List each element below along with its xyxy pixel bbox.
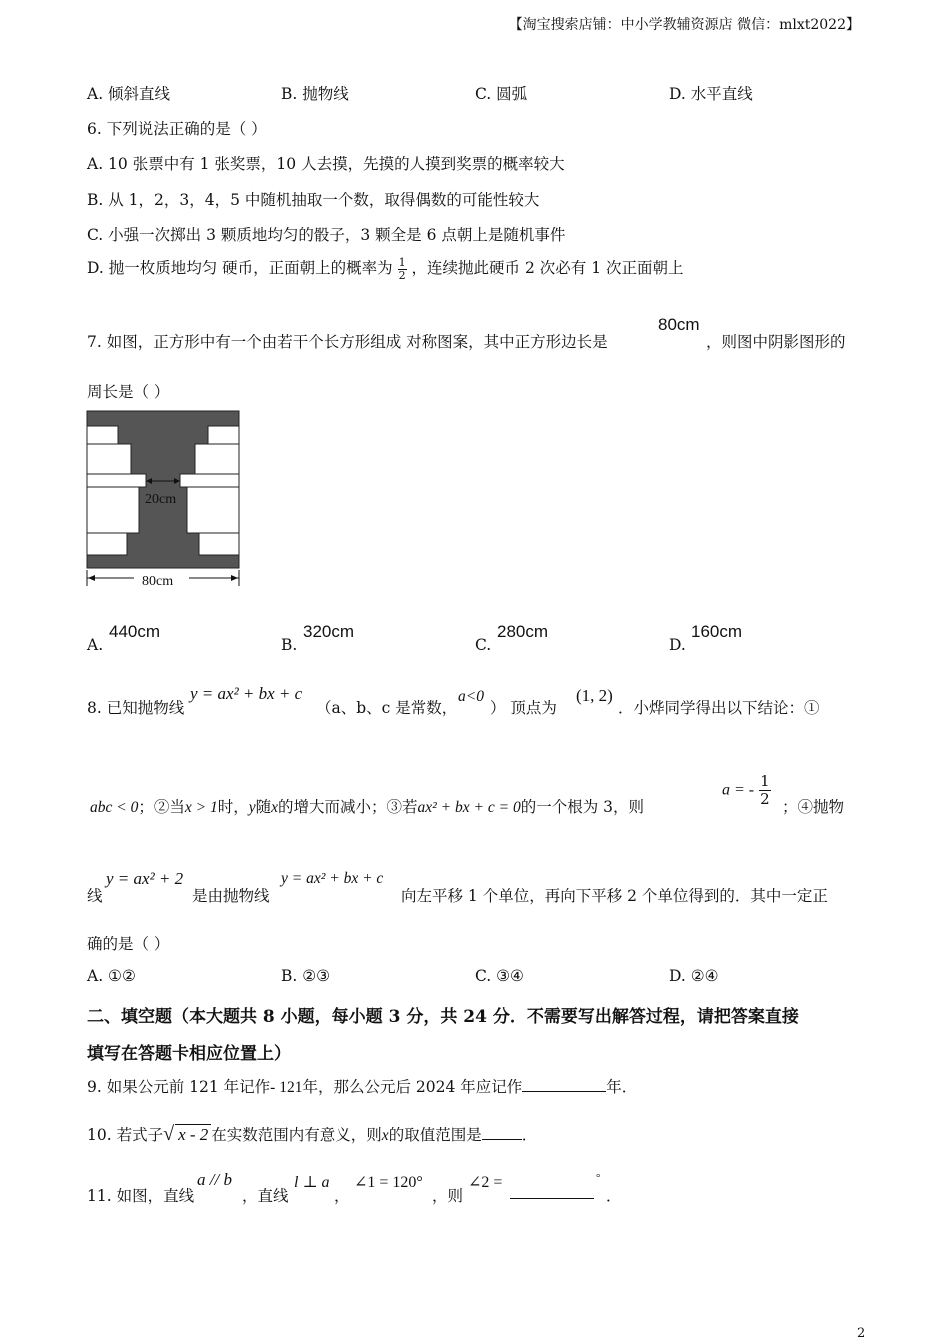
q8-option-c: C. ③④ [475, 967, 524, 985]
q11-mid1: ，直线 [242, 1187, 289, 1205]
q8-line2-text-h: 的增大而减小；③若 [278, 798, 418, 816]
q6-option-a: A. 10 张票中有 1 张奖票，10 人去摸，先摸的人摸到奖票的概率较大 [87, 155, 565, 173]
q8-line2-var-x: x [271, 799, 279, 816]
q11-mid2: ， [334, 1187, 350, 1205]
q6-option-c: C. 小强一次掷出 3 颗质地均匀的骰子，3 颗全是 6 点朝上是随机事件 [87, 226, 566, 244]
q7-rect-right-3 [180, 474, 239, 487]
q8-line2-text-i: 的一个根为 3，则 [520, 798, 644, 816]
q8-line2-equation: ax² + bx + c = 0 [417, 799, 521, 816]
q6-stem: 6. 下列说法正确的是（ ） [87, 120, 267, 138]
q8-line2-text-f: 随 [255, 798, 272, 816]
q10-answer-blank[interactable] [482, 1125, 522, 1140]
q10-text-pre: 10. 若式子 [87, 1126, 164, 1144]
q8-option-a: A. ①② [87, 967, 136, 985]
q9-text-pre: 9. 如果公元前 121 年记作 [87, 1078, 271, 1096]
q11-angle2: ∠2 = [468, 1174, 503, 1191]
q10-var-x: x [381, 1127, 389, 1144]
q7-stem-line2: 周长是（ ） [87, 383, 170, 401]
q7-rect-right-1 [208, 426, 239, 444]
q7-rect-left-1 [87, 426, 118, 444]
q7-rect-right-4 [187, 487, 239, 533]
q8-line3-eq1: y = ax² + 2 [106, 869, 184, 888]
q7-rect-right-5 [199, 533, 239, 555]
q7-side-length: 80cm [658, 315, 700, 334]
q10-text-end: ． [521, 1126, 538, 1144]
q10-radicand: x - 2 [175, 1124, 211, 1145]
q8-line2-var-y: y [248, 799, 256, 816]
q6-d-frac-den: 2 [398, 268, 406, 282]
q11-pre: 11. 如图，直线 [87, 1187, 195, 1205]
q8-option-d: D. ②④ [669, 967, 719, 985]
q10-text-mid: 在实数范围内有意义，则 [211, 1126, 382, 1144]
q8-line2 [90, 795, 644, 817]
q8-a-value [722, 773, 771, 808]
section-2-heading-line1: 二、填空题（本大题共 8 小题，每小题 3 分，共 24 分．不需要写出解答过程，请把答案直接 [87, 1007, 799, 1027]
q8-a-frac-den: 2 [760, 790, 770, 808]
q8-option-b: B. ②③ [281, 967, 331, 985]
q8-line4: 确的是（ ） [87, 935, 170, 953]
q11-mid3: ，则 [432, 1187, 464, 1205]
q7-rect-left-2 [87, 444, 131, 474]
q5-option-a: A. 倾斜直线 [87, 85, 171, 103]
q7-option-d-letter: D. [669, 636, 686, 654]
q11-parallel: a // b [197, 1170, 232, 1189]
q8-line1-mid2: ） 顶点为 [490, 699, 557, 717]
q8-line2-cond-x: x > 1 [184, 799, 218, 816]
q8-a-eq: a = - [722, 781, 755, 799]
q7-figure [84, 408, 244, 592]
q7-dim-arrowhead-left [88, 575, 95, 581]
q11-end: ． [606, 1187, 622, 1205]
q7-stem-pre: 7. 如图，正方形中有一个由若干个长方形组成 对称图案，其中正方形边长是 [87, 333, 608, 351]
q6-option-d [87, 256, 683, 282]
q8-line2-end: ；④抛物 [782, 798, 845, 816]
q5-option-c: C. 圆弧 [475, 85, 528, 103]
q10-text-post: 的取值范围是 [388, 1126, 482, 1144]
q7-option-b-letter: B. [281, 636, 298, 654]
q9-text-mid: 年，那么公元后 2024 年应记作 [302, 1078, 523, 1096]
q8-line1-pre: 8. 已知抛物线 [87, 699, 185, 717]
q11-angle1: ∠1 = 120° [354, 1174, 423, 1191]
q8-a-frac-num: 1 [760, 772, 770, 790]
q7-option-c-value: 280cm [497, 622, 549, 641]
q8-line3-eq2: y = ax² + bx + c [281, 870, 384, 887]
page-header: 【淘宝搜索店铺：中小学教辅资源店 微信：mlxt2022】 [508, 17, 860, 33]
q7-rect-left-4 [87, 487, 139, 533]
radical-sign-icon: √ [163, 1123, 175, 1145]
q6-d-text-pre: D. 抛一枚质地均匀 硬币，正面朝上的概率为 [87, 259, 393, 277]
q8-line2-text-d: 时， [217, 798, 249, 816]
q7-option-a-letter: A. [87, 636, 104, 654]
q9-value: - 121 [270, 1079, 303, 1096]
q8-line3-mid: 是由抛物线 [192, 887, 270, 905]
section-2-heading-line2: 填写在答题卡相应位置上） [87, 1044, 291, 1064]
q6-d-text-post: ，连续抛此硬币 2 次必有 1 次正面朝上 [411, 259, 684, 277]
q8-a-fraction [759, 773, 771, 808]
q5-option-b: B. 抛物线 [281, 85, 349, 103]
q7-option-c-letter: C. [475, 636, 492, 654]
q10 [87, 1123, 537, 1146]
q8-vertex: (1, 2) [576, 686, 613, 705]
q8-line1-mid: （a、b、c 是常数， [316, 699, 458, 717]
q11-answer-blank[interactable] [510, 1184, 594, 1199]
q5-option-d: D. 水平直线 [669, 85, 753, 103]
q8-condition: a<0 [458, 688, 484, 705]
q9-answer-blank[interactable] [522, 1077, 606, 1092]
q8-line2-text-b: ；②当 [138, 798, 185, 816]
q6-d-fraction [398, 257, 407, 282]
q11-degree-mark: ° [596, 1172, 601, 1184]
q8-line3-pre: 线 [87, 887, 103, 905]
q7-rect-left-5 [87, 533, 127, 555]
q8-equation: y = ax² + bx + c [190, 684, 303, 703]
q7-option-b-value: 320cm [303, 622, 355, 641]
q7-option-d-value: 160cm [691, 622, 743, 641]
q7-dim-arrowhead-right [231, 575, 238, 581]
q7-width-label: 80cm [142, 574, 174, 589]
page-number: 2 [857, 1326, 866, 1341]
q6-option-b: B. 从 1，2，3，4，5 中随机抽取一个数，取得偶数的可能性较大 [87, 191, 540, 209]
q7-rect-right-2 [195, 444, 239, 474]
q6-d-frac-num: 1 [398, 255, 406, 269]
q8-line1-post: ．小烨同学得出以下结论：① [618, 699, 820, 717]
q8-conclusion-1: abc < 0 [90, 799, 139, 816]
q7-stem-post: ，则图中阴影图形的 [706, 333, 846, 351]
q7-gap-label: 20cm [145, 492, 177, 507]
q9-text-post: 年． [606, 1078, 638, 1096]
q7-rect-left-3 [87, 474, 146, 487]
q11-perpendicular: l ⊥ a [294, 1174, 330, 1191]
q9 [87, 1075, 637, 1097]
q7-option-a-value: 440cm [109, 622, 161, 641]
q8-line3-post: 向左平移 1 个单位，再向下平移 2 个单位得到的．其中一定正 [401, 887, 828, 905]
